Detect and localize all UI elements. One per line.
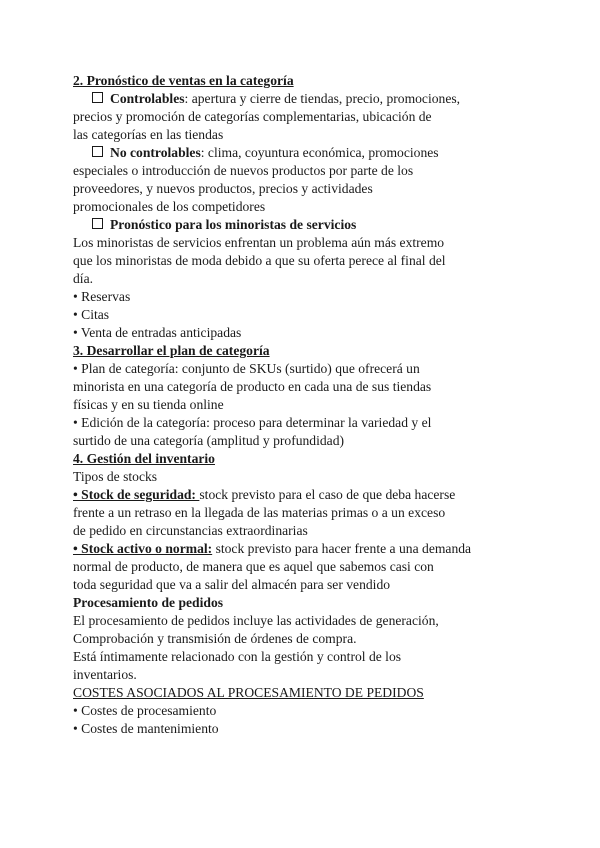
text-line: minorista en una categoría de producto en cada una de sus tiendas (73, 379, 432, 394)
stock-seguridad-text: stock previsto para el caso de que deba hacerse (199, 487, 456, 502)
checkbox-icon (92, 146, 103, 157)
text-line: promocionales de los competidores (73, 199, 266, 214)
checkbox-item-controlables (92, 90, 460, 108)
checkbox-item-servicios (92, 216, 356, 234)
text-line: las categorías en las tiendas (73, 127, 224, 142)
text-line: toda seguridad que va a salir del almacén para ser vendido (73, 577, 391, 592)
list-item: • Plan de categoría: conjunto de SKUs (surtido) que ofrecerá un (73, 361, 420, 376)
section-2-heading: 2. Pronóstico de ventas en la categoría (73, 73, 294, 88)
no-controlables-text: : clima, coyuntura económica, promociones (200, 145, 439, 160)
list-item: • Citas (73, 307, 110, 322)
checkbox-item-no-controlables (92, 144, 439, 162)
list-item: • Venta de entradas anticipadas (73, 325, 242, 340)
section-4-heading: 4. Gestión del inventario (73, 451, 215, 466)
stock-activo-item (73, 540, 471, 558)
costes-heading: COSTES ASOCIADOS AL PROCESAMIENTO DE PEDIDOS (73, 685, 424, 700)
stock-activo-label: • Stock activo o normal: (73, 541, 213, 556)
checkbox-icon (92, 92, 103, 103)
text-line: Los minoristas de servicios enfrentan un problema aún más extremo (73, 235, 445, 250)
servicios-label: Pronóstico para los minoristas de servicios (110, 217, 357, 232)
list-item: • Costes de procesamiento (73, 703, 217, 718)
text-line: Está íntimamente relacionado con la gestión y control de los (73, 649, 402, 664)
list-item: • Edición de la categoría: proceso para determinar la variedad y el (73, 415, 432, 430)
stock-seguridad-label: • Stock de seguridad: (73, 487, 200, 502)
text-line: día. (73, 271, 94, 286)
text-line: normal de producto, de manera que es aquel que sabemos casi con (73, 559, 434, 574)
text-line: surtido de una categoría (amplitud y profundidad) (73, 433, 345, 448)
text-line: físicas y en su tienda online (73, 397, 224, 412)
text-line: precios y promoción de categorías complementarias, ubicación de (73, 109, 432, 124)
text-line: que los minoristas de moda debido a que su oferta perece al final del (73, 253, 446, 268)
text-line: proveedores, y nuevos productos, precios y actividades (73, 181, 373, 196)
section-3-heading: 3. Desarrollar el plan de categoría (73, 343, 270, 358)
text-line: El procesamiento de pedidos incluye las actividades de generación, (73, 613, 439, 628)
procesamiento-heading: Procesamiento de pedidos (73, 595, 224, 610)
list-item: • Costes de mantenimiento (73, 721, 219, 736)
controlables-text: : apertura y cierre de tiendas, precio, promociones, (184, 91, 461, 106)
no-controlables-label: No controlables (110, 145, 201, 160)
text-line: frente a un retraso en la llegada de las materias primas o a un exceso (73, 505, 446, 520)
text-line: de pedido en circunstancias extraordinarias (73, 523, 308, 538)
list-item: • Reservas (73, 289, 131, 304)
checkbox-icon (92, 218, 103, 229)
controlables-label: Controlables (110, 91, 185, 106)
stock-activo-text: stock previsto para hacer frente a una demanda (212, 541, 472, 556)
text-line: Tipos de stocks (73, 469, 158, 484)
stock-seguridad-item (73, 486, 455, 504)
text-line: Comprobación y transmisión de órdenes de compra. (73, 631, 357, 646)
text-line: inventarios. (73, 667, 137, 682)
text-line: especiales o introducción de nuevos productos por parte de los (73, 163, 414, 178)
